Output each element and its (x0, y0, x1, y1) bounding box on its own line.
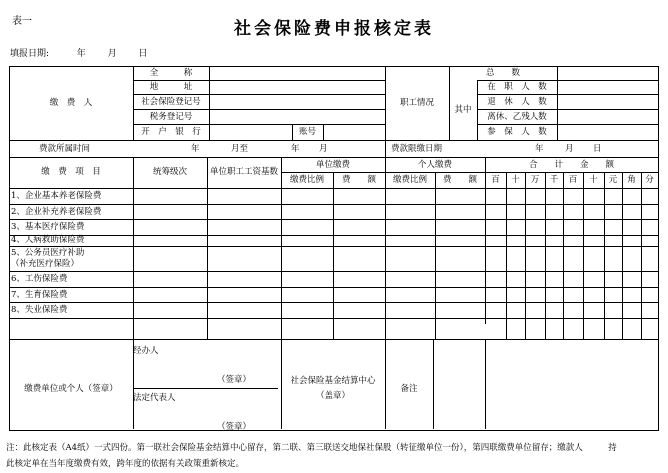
handler-seal-label: （签章） (217, 375, 252, 385)
bank-label: 开 户 银 行 (141, 127, 201, 137)
fill-date-label: 填报日期: (10, 49, 50, 59)
form-number: 表一 (12, 16, 32, 27)
account-label: 账号 (298, 127, 316, 137)
fund-center-seal-label: （盖章） (315, 391, 350, 401)
digit-header: 万 (530, 175, 540, 185)
digit-header: 分 (645, 175, 654, 185)
retired-staff-label: 退 休 人 数 (487, 97, 547, 107)
digit-header: 十 (511, 175, 520, 185)
fill-date (10, 46, 147, 59)
item-row-label: 3、基本医疗保险费 (11, 222, 85, 232)
period-label: 费款所属时间 (39, 144, 91, 154)
page-title: 社会保险费申报核定表 (234, 19, 434, 39)
item-row-label: （补充医疗保险） (11, 259, 80, 269)
footer-line-2: 此核定单在当年度缴费有效，跨年度的依据有关政策重新核定。 (6, 459, 245, 469)
disabled-staff-label: 离休、乙残人数 (487, 112, 547, 122)
digit-header: 百 (491, 175, 500, 185)
declaration-table (9, 66, 659, 431)
item-row-label: 4、人病救助保险费 (11, 235, 85, 245)
tax-reg-label: 税务登记号 (149, 112, 193, 122)
wage-base-header: 单位职工工资基数 (209, 167, 278, 177)
digit-header: 元 (608, 175, 618, 185)
digit-header: 百 (568, 175, 578, 185)
deadline-year: 年 (535, 144, 544, 154)
footer-line-1: 注：此核定表（A4纸）一式四份。第一联社会保险基金结算中心留存，第二联、第三联送交地保社保股（转征缴单位一份），第四联缴费单位留存；缴款人 持 (6, 443, 617, 453)
fill-date-year: 年 (76, 49, 86, 59)
item-header: 缴 费 项 目 (41, 167, 101, 177)
deadline-day: 日 (593, 144, 602, 154)
unit-amount-header: 费 额 (341, 175, 376, 185)
personal-fee-header: 个人缴费 (417, 160, 452, 170)
fill-date-day: 日 (138, 49, 148, 59)
remark-label: 备注 (400, 384, 418, 394)
payer-address-label: 地 址 (149, 82, 193, 92)
unit-rate-header: 缴费比例 (289, 175, 324, 185)
period-from-year: 年 (191, 144, 200, 154)
digit-header: 十 (589, 175, 598, 185)
payer-name-label: 全 称 (149, 68, 193, 78)
handler-label: 经办人 (133, 346, 159, 356)
digit-header: 角 (627, 175, 636, 185)
personal-amount-header: 费 额 (442, 175, 477, 185)
footer-note (6, 440, 617, 472)
legal-rep-label: 法定代表人 (133, 393, 176, 403)
payer-label: 缴 费 人 (49, 98, 93, 108)
active-staff-label: 在 职 人 数 (487, 82, 547, 92)
item-row-label: 6、工伤保险费 (11, 274, 68, 284)
period-to-month: 月 (319, 144, 328, 154)
total-amount-header: 合 计 金 额 (528, 160, 614, 170)
period-from-month: 月至 (231, 144, 249, 154)
period-to-year: 年 (291, 144, 300, 154)
fill-date-month: 月 (107, 49, 117, 59)
unit-sign-label: 缴费单位或个人（签章） (24, 384, 118, 394)
item-row-label: 5、公务员医疗补助 (11, 248, 85, 258)
staff-total-label: 总 数 (485, 68, 520, 78)
legal-rep-seal-label: （签章） (217, 422, 252, 432)
fund-center-label: 社会保险基金结算中心 (290, 376, 376, 386)
among-label: 其中 (454, 105, 472, 115)
unit-fee-header: 单位缴费 (315, 160, 350, 170)
item-row-label: 8、失业保险费 (11, 305, 68, 315)
social-reg-label: 社会保险登记号 (141, 97, 201, 107)
personal-rate-header: 缴费比例 (392, 175, 427, 185)
digit-header: 千 (549, 175, 559, 185)
item-row-label: 7、生育保险费 (11, 290, 68, 300)
insured-staff-label: 参 保 人 数 (487, 127, 547, 137)
deadline-month: 月 (565, 144, 574, 154)
deadline-label: 费款限缴日期 (391, 144, 443, 154)
item-row-label: 1、企业基本养老保险费 (11, 191, 102, 201)
staff-label: 职工情况 (399, 98, 434, 108)
item-row-label: 2、企业补充养老保险费 (11, 207, 102, 217)
level-header: 统筹级次 (152, 167, 187, 177)
